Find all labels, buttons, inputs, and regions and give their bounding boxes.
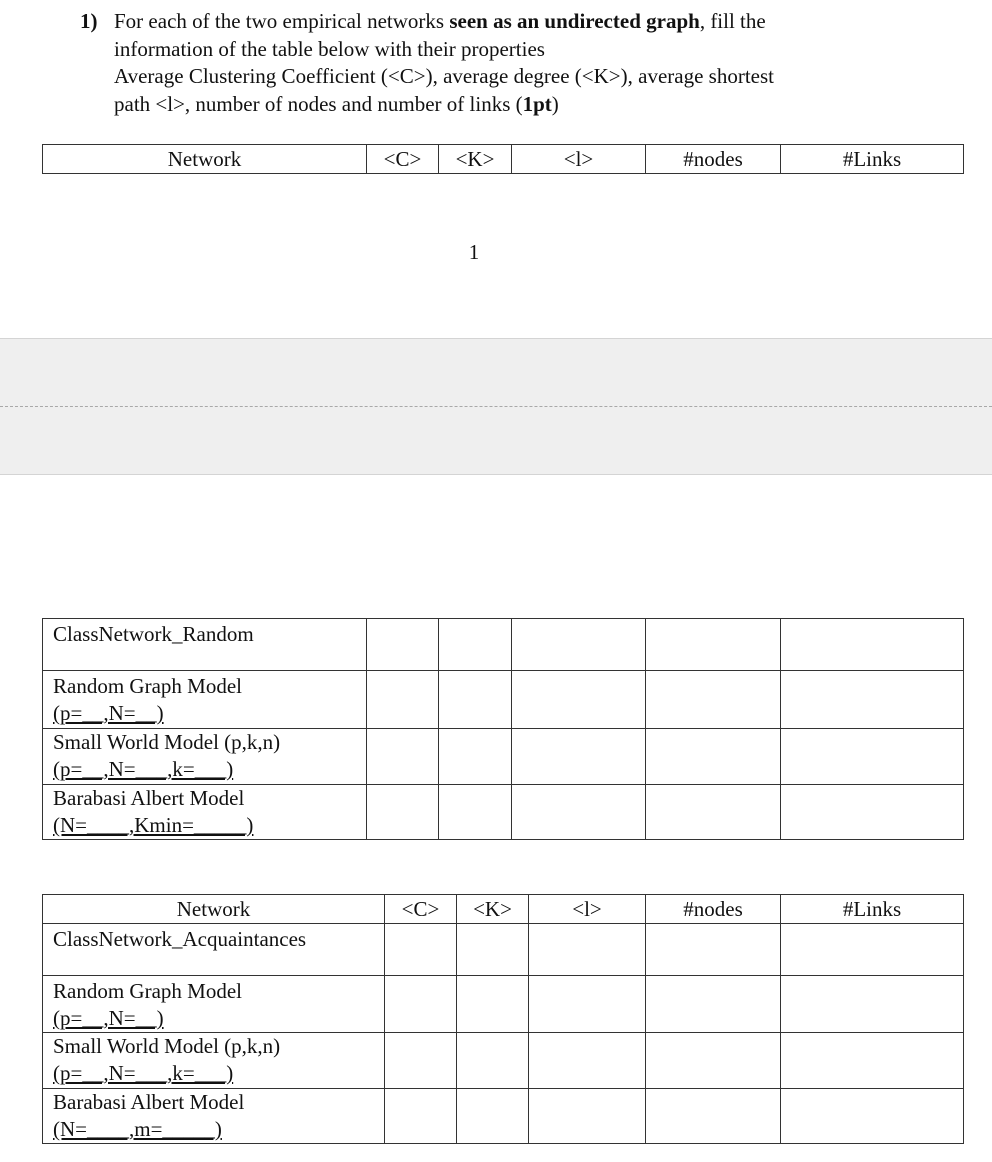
table-row <box>43 785 964 840</box>
cell-links[interactable] <box>781 976 964 1033</box>
cell-k[interactable] <box>439 671 512 729</box>
page-number: 1 <box>468 240 480 264</box>
cell-l[interactable] <box>529 1089 646 1144</box>
cell-nodes[interactable] <box>646 976 781 1033</box>
cell-c[interactable] <box>367 619 439 671</box>
cell-k[interactable] <box>439 785 512 840</box>
col-path: <l> <box>512 145 646 174</box>
page-break-line <box>0 406 992 407</box>
question-points: 1pt <box>522 91 552 116</box>
col-network: Network <box>43 145 367 174</box>
cell-l[interactable] <box>512 785 646 840</box>
cell-l[interactable] <box>512 671 646 729</box>
col-nodes: #nodes <box>646 145 781 174</box>
cell-k[interactable] <box>439 619 512 671</box>
cell-c[interactable] <box>385 924 457 976</box>
model-label: Barabasi Albert Model (N=____,m=_____) <box>53 1090 245 1141</box>
cell-links[interactable] <box>781 1033 964 1089</box>
question-number: 1) <box>80 9 98 33</box>
col-clustering: <C> <box>385 895 457 924</box>
cell-c[interactable] <box>367 785 439 840</box>
cell-nodes[interactable] <box>646 1033 781 1089</box>
cell-c[interactable] <box>367 729 439 785</box>
network-name: ClassNetwork_Random <box>53 622 254 646</box>
cell-nodes[interactable] <box>646 671 781 729</box>
model-label: Small World Model (p,k,n) (p=__,N=___,k=___) <box>53 730 281 781</box>
cell-c[interactable] <box>385 1033 457 1089</box>
col-nodes: #nodes <box>646 895 781 924</box>
cell-k[interactable] <box>439 729 512 785</box>
col-links: #Links <box>781 145 964 174</box>
cell-nodes[interactable] <box>646 619 781 671</box>
table-row <box>43 619 964 671</box>
cell-k[interactable] <box>457 1089 529 1144</box>
model-label: Small World Model (p,k,n) (p=__,N=___,k=___) <box>53 1034 281 1085</box>
table-header-row <box>43 895 964 924</box>
cell-l[interactable] <box>512 619 646 671</box>
cell-c[interactable] <box>385 1089 457 1144</box>
col-path: <l> <box>529 895 646 924</box>
page-break <box>0 338 992 475</box>
cell-nodes[interactable] <box>646 924 781 976</box>
table-row <box>43 1033 964 1089</box>
col-degree: <K> <box>457 895 529 924</box>
cell-k[interactable] <box>457 924 529 976</box>
table-row <box>43 729 964 785</box>
cell-nodes[interactable] <box>646 1089 781 1144</box>
cell-l[interactable] <box>512 729 646 785</box>
model-label: Random Graph Model (p=__,N=__) <box>53 674 242 725</box>
cell-links[interactable] <box>781 924 964 976</box>
col-links: #Links <box>781 895 964 924</box>
network-name: ClassNetwork_Acquaintances <box>53 927 307 951</box>
model-label: Barabasi Albert Model (N=____,Kmin=_____) <box>53 786 254 837</box>
cell-k[interactable] <box>457 1033 529 1089</box>
cell-links[interactable] <box>781 1089 964 1144</box>
col-degree: <K> <box>439 145 512 174</box>
header-table <box>42 144 964 174</box>
cell-links[interactable] <box>781 619 964 671</box>
cell-links[interactable] <box>781 671 964 729</box>
cell-links[interactable] <box>781 729 964 785</box>
cell-c[interactable] <box>385 976 457 1033</box>
col-clustering: <C> <box>367 145 439 174</box>
model-label: Random Graph Model (p=__,N=__) <box>53 979 242 1030</box>
random-network-table <box>42 618 964 840</box>
question-emphasis: seen as an undirected graph <box>449 9 700 33</box>
col-network: Network <box>43 895 385 924</box>
table-row <box>43 1089 964 1144</box>
cell-c[interactable] <box>367 671 439 729</box>
cell-l[interactable] <box>529 976 646 1033</box>
question-text: For each of the two empirical networks seen as an undirected graph, fill the information of the table below with their properties Average Clustering Coefficient (<C>), average degree (<K>), average shortest path <l>, number of nodes and number of links (1pt) <box>114 9 774 116</box>
cell-l[interactable] <box>529 1033 646 1089</box>
cell-l[interactable] <box>529 924 646 976</box>
cell-links[interactable] <box>781 785 964 840</box>
table-row <box>43 976 964 1033</box>
table-row <box>43 924 964 976</box>
acquaintances-network-table <box>42 894 964 1144</box>
cell-nodes[interactable] <box>646 785 781 840</box>
table-row <box>43 671 964 729</box>
cell-nodes[interactable] <box>646 729 781 785</box>
cell-k[interactable] <box>457 976 529 1033</box>
